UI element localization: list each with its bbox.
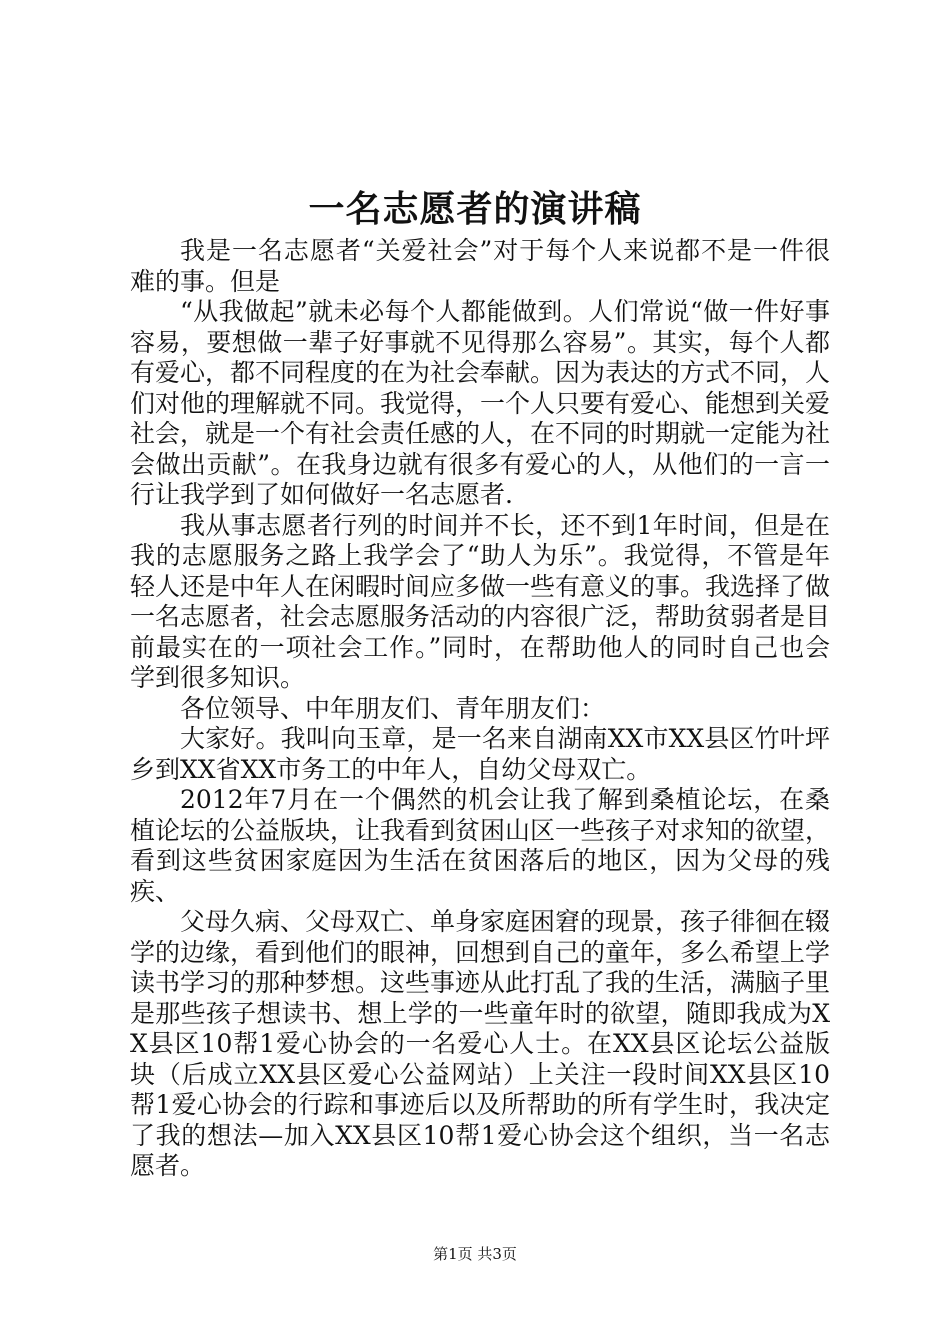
paragraph: 各位领导、中年朋友们、青年朋友们： — [180, 693, 606, 723]
paragraph: “从我做起”就未必每个人都能做到。人们常说“做一件好事容易，要想做一辈子好事就不见得那么容易”。其实，每个人都有爱心，都不同程度的在为社会奉献。因为表达的方式不同，人们对他的理解就不同。我觉得，一个人只要有爱心、能想到关爱社会，就是一个有社会责任感的人，在不同的时期就一定能为社会做出贡献”。在我身边就有很多有爱心的人，从他们的一言一行让我学到了如何做好一名志愿者. — [130, 297, 831, 509]
document-body — [130, 236, 830, 1182]
page-footer: 第1页 共3页 — [433, 1245, 517, 1263]
document-title: 一名志愿者的演讲稿 — [308, 188, 642, 230]
paragraph: 2012年7月在一个偶然的机会让我了解到桑植论坛，在桑植论坛的公益版块，让我看到贫困山区一些孩子对求知的欲望，看到这些贫困家庭因为生活在贫困落后的地区，因为父母的残疾、 — [130, 785, 831, 906]
paragraph: 父母久病、父母双亡、单身家庭困窘的现景，孩子徘徊在辍学的边缘，看到他们的眼神，回想到自己的童年，多么希望上学读书学习的那种梦想。这些事迹从此打乱了我的生活，满脑子里是那些孩子想读书、想上学的一些童年时的欲望，随即我成为XX县区10帮1爱心协会的一名爱心人士。在XX县区论坛公益版块（后成立XX县区爱心公益网站）上关注一段时间XX县区10帮1爱心协会的行踪和事迹后以及所帮助的所有学生时，我决定了我的想法—加入XX县区10帮1爱心协会这个组织，当一名志愿者。 — [130, 907, 831, 1180]
paragraph: 我是一名志愿者“关爱社会”对于每个人来说都不是一件很难的事。但是 — [130, 236, 830, 296]
paragraph: 我从事志愿者行列的时间并不长，还不到1年时间，但是在我的志愿服务之路上我学会了“助人为乐”。我觉得，不管是年轻人还是中年人在闲暇时间应多做一些有意义的事。我选择了做一名志愿者，社会志愿服务活动的内容很广泛，帮助贫弱者是目前最实在的一项社会工作。”同时，在帮助他人的同时自己也会学到很多知识。 — [130, 510, 831, 692]
paragraph: 大家好。我叫向玉章，是一名来自湖南XX市XX县区竹叶坪乡到XX省XX市务工的中年人，自幼父母双亡。 — [130, 724, 830, 784]
